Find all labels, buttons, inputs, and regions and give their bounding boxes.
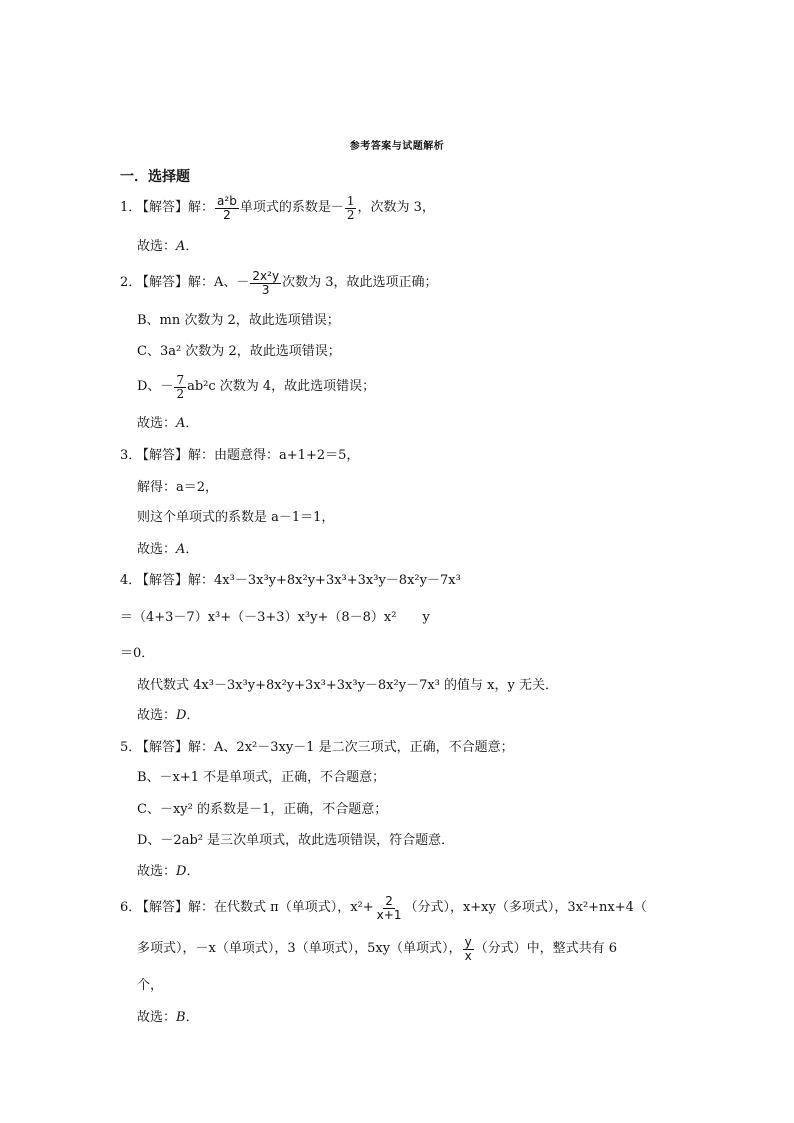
q6-text-2-pre: 多项式），－x（单项式），3（单项式），5xy（单项式）， [137,941,462,956]
q2-d-post: ab²c 次数为 4，故此选项错误； [187,379,376,394]
q6-text-2-post: （分式）中，整式共有 6 [474,941,618,956]
page-title: 参考答案与试题解析 [349,141,445,152]
q5-answer [137,861,199,883]
q3-line-2: 解得：a＝2， [137,480,219,495]
q5-answer-letter: D [176,864,187,879]
q1-jie: 解： [188,200,215,215]
q4-text-1: 4x³－3x³y+8x²y+3x³+3x³y－8x²y－7x³ [214,573,461,588]
q6-fraction-numerator: 2 [385,893,393,908]
q3-tag: 【解答】 [136,448,189,463]
q2-d-fraction-denominator: 2 [176,386,185,401]
q6-jie: 解： [188,900,215,915]
q2-jie: 解： [188,275,215,290]
q5-jie: 解： [188,740,215,755]
q3-number: 3． [120,448,142,463]
q2-line-a [120,268,438,297]
q2-answer-label: 故选： [137,416,177,431]
q6-text-1-pre: 在代数式 π（单项式），x²+ [214,900,374,915]
q2-answer-dot: ． [185,416,199,431]
q2-fraction [250,270,281,297]
q6-fraction-2 [463,936,474,963]
q4-answer [137,705,199,727]
q4-tag: 【解答】 [136,573,189,588]
q5-number: 5． [120,740,142,755]
q2-d-pre: D、－ [137,379,174,394]
q4-line-1 [120,570,461,592]
q1-tag: 【解答】 [136,200,189,215]
q2-line-d [137,372,376,401]
q2-fraction-numerator: 2x²y [252,268,280,283]
q3-answer [137,539,198,561]
q1-fraction-2 [345,195,357,222]
q5-tag: 【解答】 [136,740,189,755]
q2-d-fraction [174,374,186,401]
q6-answer-label: 故选： [137,1010,177,1025]
q6-tag: 【解答】 [136,900,189,915]
q2-answer [137,413,198,435]
q2-fraction-denominator: 3 [261,282,270,297]
q5-line-b: B、－x+1 不是单项式，正确，不合题意； [137,770,386,785]
q2-tag: 【解答】 [136,275,189,290]
q3-answer-label: 故选： [137,542,177,557]
section-heading: 一．选择题 [120,169,190,185]
q6-answer-letter: B [176,1010,186,1025]
q5-text-a: A、2x²－3xy－1 是二次三项式，正确，不合题意； [214,740,514,755]
q6-line-1 [120,893,647,922]
q6-line-2 [137,934,618,963]
q6-line-3: 个， [137,978,164,993]
q2-a-post: 次数为 3，故此选项正确； [282,275,438,290]
q1-answer-label: 故选： [137,239,177,254]
q1-fraction-2-denominator: 2 [346,207,355,222]
q4-line-2: ＝（4+3－7）x³+（－3+3）x³y+（8－8）x² y [120,610,430,625]
q5-answer-dot: ． [186,864,200,879]
q1-text-1: 单项式的系数是－ [239,200,344,215]
q5-answer-label: 故选： [137,864,177,879]
q4-number: 4． [120,573,142,588]
q3-text-1: 由题意得：a+1+2＝5， [214,448,360,463]
q2-d-fraction-numerator: 7 [176,372,185,387]
q3-jie: 解： [188,448,215,463]
q5-line-a [120,737,514,759]
q2-number: 2． [120,275,142,290]
q5-line-d: D、－2ab² 是三次单项式，故此选项错误，符合题意． [137,833,455,848]
q4-answer-label: 故选： [137,708,177,723]
q2-a-pre: A、－ [214,275,250,290]
q1-fraction-2-numerator: 1 [346,193,355,208]
q2-answer-letter: A [176,416,186,431]
q1-fraction [215,195,239,222]
q1-text-2: ，次数为 3， [357,200,435,215]
q6-fraction-2-denominator: x [464,948,472,963]
q6-answer [137,1007,199,1029]
q3-answer-letter: A [176,542,186,557]
q6-number: 6． [120,900,142,915]
q6-fraction-2-numerator: y [464,934,472,949]
q1-fraction-denominator: 2 [223,207,231,222]
q1-answer-dot: ． [185,239,199,254]
q2-line-b: B、mn 次数为 2，故此选项错误； [137,313,340,328]
q1-answer-letter: A [176,239,186,254]
q5-line-c: C、－xy² 的系数是－1，正确，不合题意； [137,802,388,817]
q1-fraction-numerator: a²b [217,193,237,208]
q3-answer-dot: ． [185,542,199,557]
q6-fraction-denominator: x+1 [376,907,402,922]
q4-answer-dot: ． [186,708,200,723]
q4-line-4: 故代数式 4x³－3x³y+8x²y+3x³+3x³y－8x²y－7x³ 的值与 x，y 无关． [137,678,558,693]
q4-jie: 解： [188,573,215,588]
q6-text-1-post: （分式），x+xy（多项式），3x²+nx+4（ [404,900,647,915]
q3-line-3: 则这个单项式的系数是 a－1＝1， [137,510,335,525]
q1-answer [137,236,198,258]
q4-answer-letter: D [176,708,187,723]
q2-line-c: C、3a² 次数为 2，故此选项错误； [137,344,341,359]
q4-line-3: ＝0． [120,646,155,661]
q3-line-1 [120,445,359,467]
q6-answer-dot: ． [185,1010,199,1025]
q6-fraction [375,895,404,922]
q1-line-1 [120,193,435,222]
q1-number: 1． [120,200,142,215]
